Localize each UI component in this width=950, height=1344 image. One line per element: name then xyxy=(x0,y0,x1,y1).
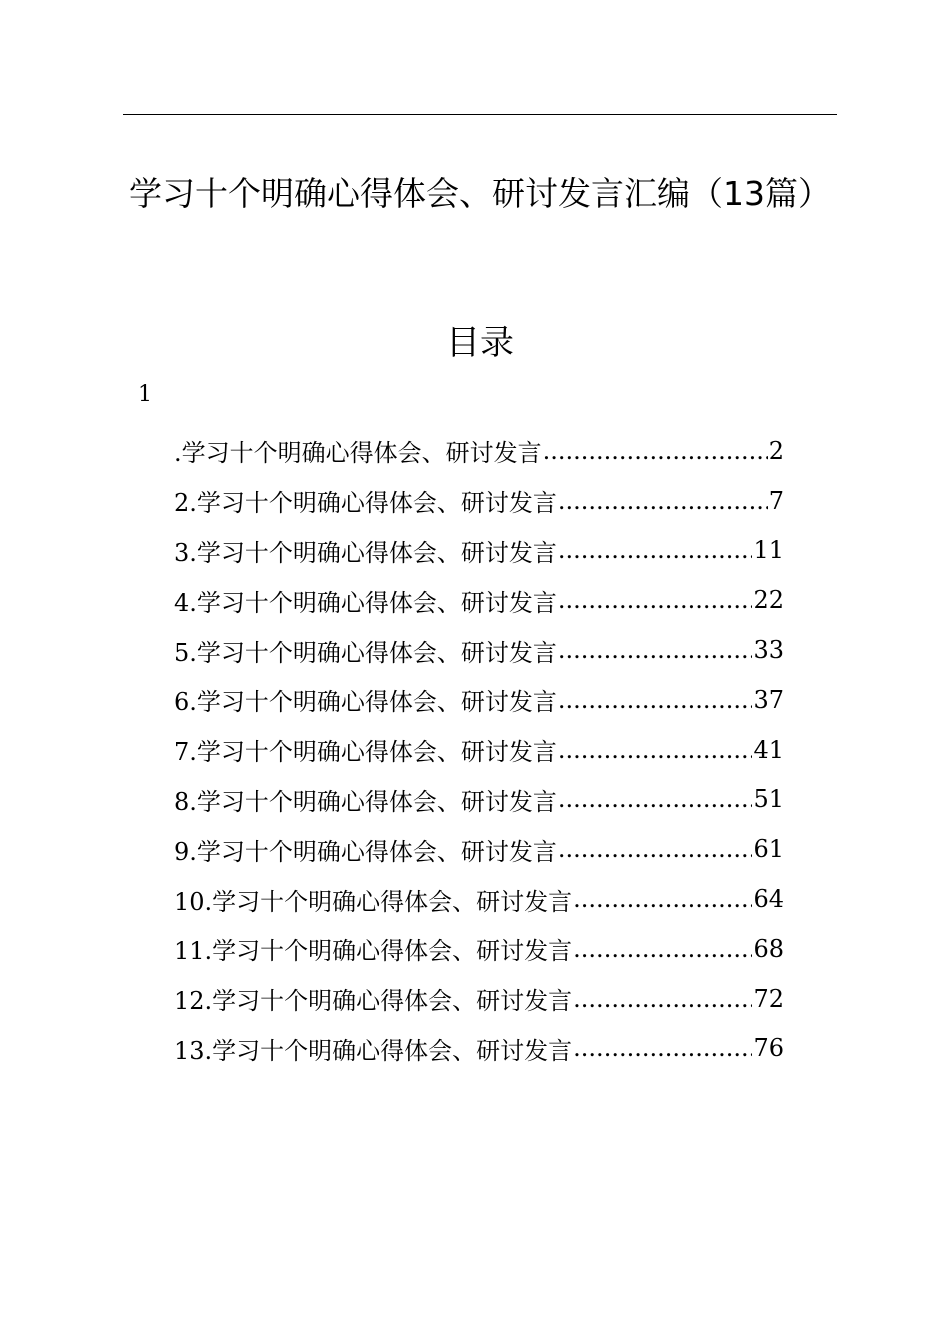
toc-entry[interactable] xyxy=(174,476,784,526)
toc-entry[interactable] xyxy=(174,725,784,775)
toc-leader-dots xyxy=(558,685,753,715)
toc-entry-page: 41 xyxy=(753,735,784,764)
toc-entry[interactable] xyxy=(174,675,784,725)
toc-entry-label: 2.学习十个明确心得体会、研讨发言 xyxy=(174,489,557,518)
toc-leader-dots xyxy=(543,436,768,466)
toc-entry-page: 51 xyxy=(753,785,784,814)
toc-leader-dots xyxy=(558,834,753,864)
toc-entry[interactable] xyxy=(174,874,784,924)
toc-leader-dots xyxy=(558,735,753,765)
toc-entry-label: 13.学习十个明确心得体会、研讨发言 xyxy=(174,1036,573,1065)
toc-entry-label: 10.学习十个明确心得体会、研讨发言 xyxy=(174,887,573,916)
toc-entry-page: 68 xyxy=(753,934,784,963)
table-of-contents xyxy=(174,426,784,1073)
toc-leader-dots xyxy=(558,784,753,814)
toc-leader-dots xyxy=(558,535,753,565)
toc-entry-page: 33 xyxy=(753,636,784,665)
toc-leader-dots xyxy=(558,585,753,615)
toc-entry-label: 6.学习十个明确心得体会、研讨发言 xyxy=(174,688,557,717)
toc-leader-dots xyxy=(573,934,752,964)
toc-entry-label: 7.学习十个明确心得体会、研讨发言 xyxy=(174,738,557,767)
stray-number: 1 xyxy=(138,382,152,407)
toc-leader-dots xyxy=(558,635,753,665)
toc-entry-page: 2 xyxy=(768,436,784,465)
toc-entry[interactable] xyxy=(174,924,784,974)
toc-leader-dots xyxy=(573,884,752,914)
toc-entry[interactable] xyxy=(174,1024,784,1074)
toc-entry-label: 9.学习十个明确心得体会、研讨发言 xyxy=(174,837,557,866)
toc-entry-page: 76 xyxy=(753,1034,784,1063)
toc-entry[interactable] xyxy=(174,575,784,625)
toc-leader-dots xyxy=(573,1033,752,1063)
toc-entry-label: 12.学习十个明确心得体会、研讨发言 xyxy=(174,987,573,1016)
toc-entry-page: 61 xyxy=(753,835,784,864)
toc-entry-page: 37 xyxy=(753,685,784,714)
toc-heading: 目录 xyxy=(446,323,514,363)
toc-leader-dots xyxy=(558,486,768,516)
toc-entry-label: 8.学习十个明确心得体会、研讨发言 xyxy=(174,787,557,816)
toc-entry-page: 64 xyxy=(753,885,784,914)
toc-entry[interactable] xyxy=(174,974,784,1024)
toc-entry[interactable] xyxy=(174,526,784,576)
header-rule xyxy=(123,114,837,115)
toc-entry-label: 4.学习十个明确心得体会、研讨发言 xyxy=(174,588,557,617)
toc-entry-label: 3.学习十个明确心得体会、研讨发言 xyxy=(174,538,557,567)
toc-entry-page: 22 xyxy=(753,586,784,615)
toc-entry-page: 72 xyxy=(753,984,784,1013)
toc-entry-page: 7 xyxy=(768,486,784,515)
toc-entry-page: 11 xyxy=(753,536,784,565)
toc-entry-label: 11.学习十个明确心得体会、研讨发言 xyxy=(174,937,573,966)
toc-entry-label: .学习十个明确心得体会、研讨发言 xyxy=(174,439,542,468)
toc-entry[interactable] xyxy=(174,426,784,476)
toc-entry-label: 5.学习十个明确心得体会、研讨发言 xyxy=(174,638,557,667)
toc-entry[interactable] xyxy=(174,625,784,675)
document-title: 学习十个明确心得体会、研讨发言汇编（13篇） xyxy=(129,174,831,213)
toc-entry[interactable] xyxy=(174,775,784,825)
toc-entry[interactable] xyxy=(174,824,784,874)
toc-leader-dots xyxy=(573,984,752,1014)
